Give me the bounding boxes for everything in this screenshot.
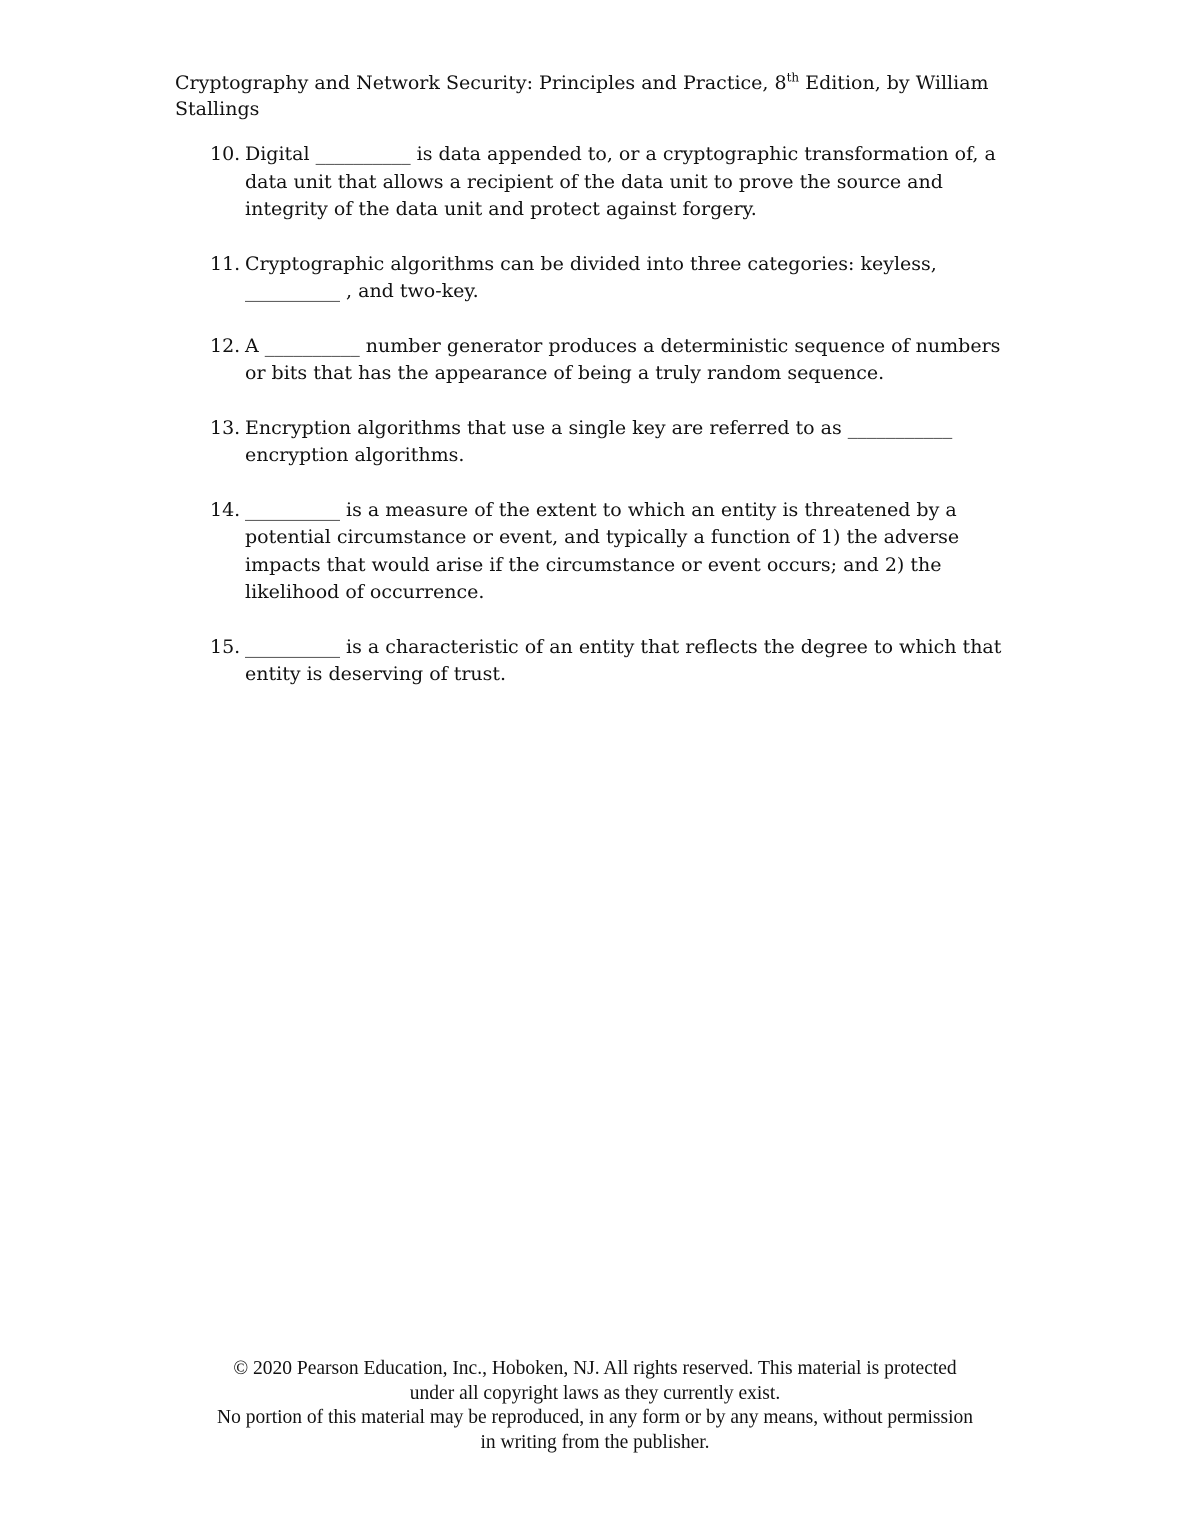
question-number: 10. (210, 143, 241, 165)
question-item (175, 251, 1015, 306)
question-item (175, 634, 1015, 689)
question-text: Encryption algorithms that use a single key are referred to as ___________ encryption algorithms. (245, 416, 953, 466)
question-item (175, 333, 1015, 388)
question-text: Cryptographic algorithms can be divided into three categories: keyless, __________ , and two-key. (245, 252, 937, 302)
question-number: 14. (210, 498, 241, 521)
question-text: __________ is a characteristic of an entity that reflects the degree to which that entity is deserving of trust. (245, 635, 1002, 685)
question-item (175, 141, 1015, 224)
footer-line: © 2020 Pearson Education, Inc., Hoboken, NJ. All rights reserved. This material is protected (233, 1358, 957, 1379)
question-number: 12. (210, 334, 241, 357)
footer-line: No portion of this material may be reproduced, in any form or by any means, without permission (217, 1407, 973, 1428)
header-title-sup: th (786, 70, 800, 85)
question-text: A __________ number generator produces a deterministic sequence of numbers or bits that has the appearance of being a truly random sequence. (245, 334, 1001, 384)
question-item (175, 497, 1015, 607)
page-header (175, 70, 1015, 122)
header-title-pre: Cryptography and Network Security: Principles and Practice, 8 (175, 72, 787, 94)
question-text: __________ is a measure of the extent to which an entity is threatened by a potential circumstance or event, and typically a function of 1) the adverse impacts that would arise if the circumstance or event occurs; and 2) the likelihood of occurrence. (245, 498, 960, 603)
question-list (175, 141, 1025, 716)
question-item (175, 415, 1015, 470)
footer-line: under all copyright laws as they currently exist. (409, 1382, 781, 1404)
question-number: 15. (210, 635, 241, 658)
header-title-post: Edition, by William Stallings (175, 72, 989, 120)
copyright-footer (150, 1357, 1040, 1455)
question-text: Digital __________ is data appended to, or a cryptographic transformation of, a data unit that allows a recipient of the data unit to prove the source and integrity of the data unit and protect against forgery. (245, 143, 996, 220)
footer-line: in writing from the publisher. (480, 1431, 710, 1453)
question-number: 13. (210, 416, 241, 439)
question-number: 11. (210, 252, 241, 275)
